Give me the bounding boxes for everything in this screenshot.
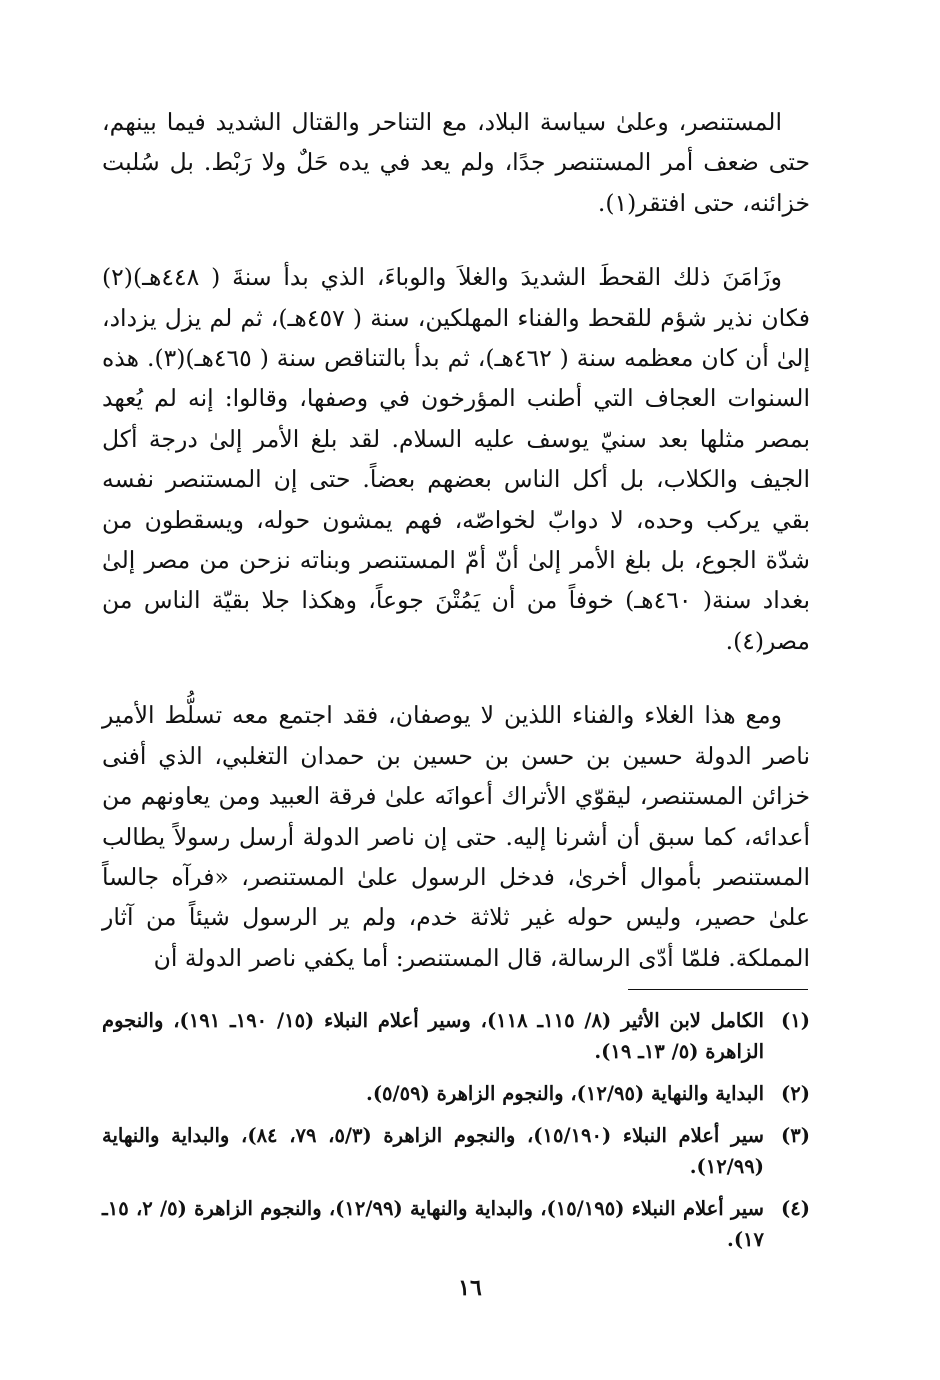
footnote-separator <box>628 989 808 990</box>
footnote-number: (٢) <box>781 1082 810 1105</box>
footnote-text: سير أعلام النبلاء (١٥/١٩٠)، والنجوم الزاهرة (٥/٣، ٧٩، ٨٤)، والبداية والنهاية (١٢/٩٩). <box>102 1124 764 1178</box>
footnote-2 <box>102 1078 810 1109</box>
paragraph-2: وزَامَنَ ذلك القحطَ الشديدَ والغلاَ والوباءَ، الذي بدأ سنةَ ( ٤٤٨هـ)(٢) فكان نذير شؤم للقحط والفناء المهلكين، سنة ( ٤٥٧هـ)، ثم لم يزل يزداد، إلىٰ أن كان معظمه سنة ( ٤٦٢هـ)، ثم بدأ بالتناقص سنة ( ٤٦٥هـ)(٣). هذه السنوات العجاف التي أطنب المؤرخون في وصفها، وقالوا: إنه لم يُعهد بمصر مثلها بعد سنيّ يوسف عليه السلام. لقد بلغ الأمر إلىٰ درجة أكل الجيف والكلاب، بل أكل الناس بعضهم بعضاً. حتى إن المستنصر نفسه بقي يركب وحده، لا دوابّ لخواصّه، فهم يمشون حوله، ويسقطون من شدّة الجوع، بل بلغ الأمر إلىٰ أنّ أمّ المستنصر وبناته نزحن من مصر إلىٰ بغداد سنة( ٤٦٠هـ) خوفاً من أن يَمُتْنَ جوعاً، وهكذا جلا بقيّة الناس من مصر(٤). <box>102 263 810 655</box>
body-text <box>102 102 810 978</box>
footnote-number: (١) <box>781 1009 810 1032</box>
paragraph-1: المستنصر، وعلىٰ سياسة البلاد، مع التناحر والقتال الشديد فيما بينهم، حتى ضعف أمر المستنصر جدًا، ولم يعد في يده حَلٌ ولا رَبْط. بل سُلبت خزائنه، حتى افتقر(١). <box>102 108 810 217</box>
footnote-text: الكامل لابن الأثير (٨/ ١١٥ـ ١١٨)، وسير أعلام النبلاء (١٥/ ١٩٠ـ ١٩١)، والنجوم الزاهرة (٥/ ١٣ـ ١٩). <box>102 1009 764 1063</box>
footnote-number: (٣) <box>781 1124 810 1147</box>
footnote-number: (٤) <box>781 1197 810 1220</box>
footnote-text: سير أعلام النبلاء (١٥/١٩٥)، والبداية والنهاية (١٢/٩٩)، والنجوم الزاهرة (٥/ ٢، ١٥ـ ١٧). <box>102 1197 764 1251</box>
footnotes <box>102 1005 810 1266</box>
footnote-3 <box>102 1120 810 1182</box>
footnote-4 <box>102 1193 810 1255</box>
paragraph-3: ومع هذا الغلاء والفناء اللذين لا يوصفان، فقد اجتمع معه تسلُّط الأمير ناصر الدولة حسين بن حسن بن حسين بن حمدان التغلبي، الذي أفنى خزائن المستنصر، ليقوّي الأتراك أعوانَه علىٰ فرقة العبيد ومن يعاونهم من أعدائه، كما سبق أن أشرنا إليه. حتى إن ناصر الدولة أرسل رسولاً يطالب المستنصر بأموال أخرىٰ، فدخل الرسول علىٰ المستنصر، «فرآه جالساً علىٰ حصير، وليس حوله غير ثلاثة خدم، ولم ير الرسول شيئاً من آثار المملكة. فلمّا أدّى الرسالة، قال المستنصر: أما يكفي ناصر الدولة أن <box>102 701 810 972</box>
page-number: ١٦ <box>458 1275 482 1301</box>
footnote-1 <box>102 1005 810 1067</box>
footnote-text: البداية والنهاية (١٢/٩٥)، والنجوم الزاهرة (٥/٥٩). <box>366 1082 764 1105</box>
